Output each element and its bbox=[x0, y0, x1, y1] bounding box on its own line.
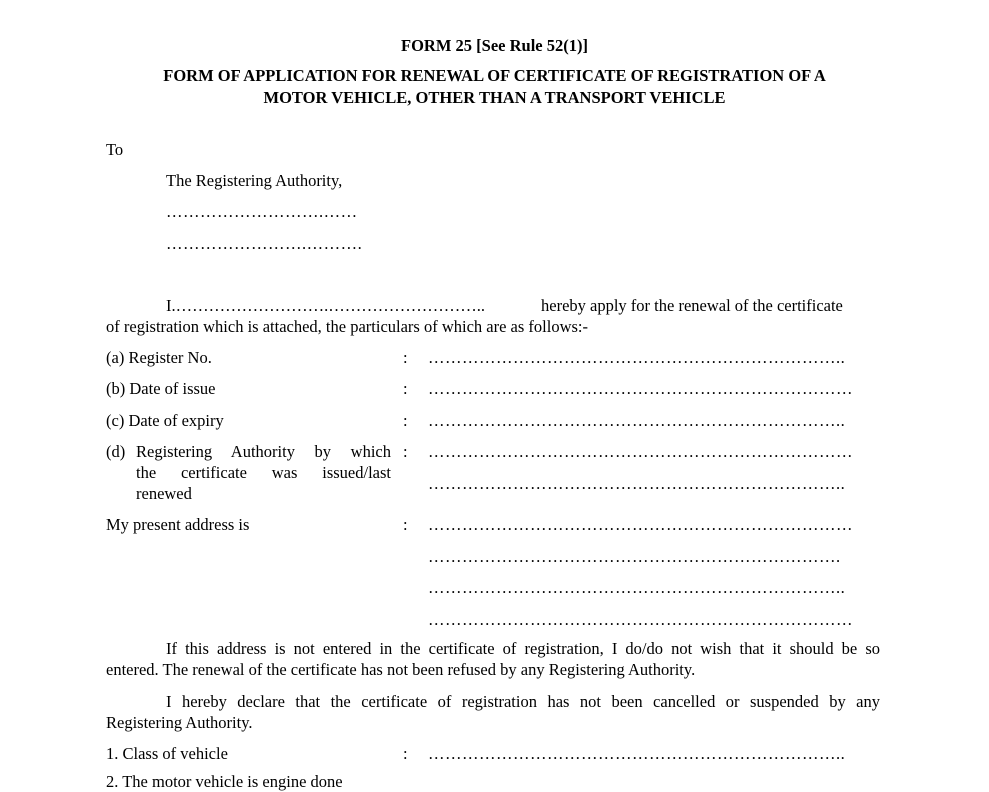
item-d-colon: : bbox=[403, 442, 408, 461]
item-d-dots-2: ……………………………………………………………….. bbox=[428, 474, 846, 493]
date-of-issue-dots: ………………………………………………………………… bbox=[428, 379, 853, 398]
class-of-vehicle-label: 1. Class of vehicle bbox=[106, 744, 228, 763]
class-of-vehicle-dots: ……………………………………………………………….. bbox=[428, 744, 846, 763]
address-colon: : bbox=[403, 515, 408, 534]
date-of-expiry-colon: : bbox=[403, 411, 408, 430]
form-title: FORM 25 [See Rule 52(1)] bbox=[401, 36, 588, 55]
applicant-name-blank: I.……………………….……………………….. bbox=[166, 296, 485, 315]
authority-label: The Registering Authority, bbox=[166, 171, 343, 190]
para1-line1: If this address is not entered in the certificate of registration, I do/do not wish that it should be so bbox=[166, 639, 880, 658]
intro-line1-text: hereby apply for the renewal of the certificate bbox=[541, 296, 843, 315]
date-of-issue-colon: : bbox=[403, 379, 408, 398]
item-d-dots-1: ………………………………………………………………… bbox=[428, 442, 853, 461]
register-no-colon: : bbox=[403, 348, 408, 367]
address-dots-2: ………………………………………………………………. bbox=[428, 547, 841, 566]
item-d-prefix: (d) bbox=[106, 442, 126, 461]
register-no-label: (a) Register No. bbox=[106, 348, 212, 367]
item-d-line1: Registering Authority by which bbox=[136, 442, 391, 461]
item2-partial-text: 2. The motor vehicle is engine done bbox=[106, 772, 343, 791]
register-no-dots: ……………………………………………………………….. bbox=[428, 348, 846, 367]
address-dots-3: ……………………………………………………………….. bbox=[428, 578, 846, 597]
para1-line2: entered. The renewal of the certificate has not been refused by any Registering Authority. bbox=[106, 660, 696, 679]
authority-dots-line-2: …………………….………. bbox=[166, 234, 363, 253]
item-d-line3: renewed bbox=[136, 484, 192, 503]
address-label: My present address is bbox=[106, 515, 250, 534]
date-of-expiry-label: (c) Date of expiry bbox=[106, 411, 224, 430]
date-of-issue-label: (b) Date of issue bbox=[106, 379, 216, 398]
para2-line1: I hereby declare that the certificate of registration has not been cancelled or suspended by any bbox=[166, 692, 880, 711]
address-dots-1: ………………………………………………………………… bbox=[428, 515, 853, 534]
form-subtitle-line2: MOTOR VEHICLE, OTHER THAN A TRANSPORT VEHICLE bbox=[263, 88, 726, 107]
authority-dots-line-1: ……………………….…… bbox=[166, 202, 358, 221]
to-label: To bbox=[106, 140, 124, 159]
address-dots-4: ………………………………………………………………… bbox=[428, 610, 853, 629]
class-of-vehicle-colon: : bbox=[403, 744, 408, 763]
date-of-expiry-dots: ……………………………………………………………….. bbox=[428, 411, 846, 430]
intro-line2-text: of registration which is attached, the particulars of which are as follows:- bbox=[106, 317, 589, 336]
para2-line2: Registering Authority. bbox=[106, 713, 253, 732]
item-d-line2: the certificate was issued/last bbox=[136, 463, 391, 482]
form-subtitle-line1: FORM OF APPLICATION FOR RENEWAL OF CERTIFICATE OF REGISTRATION OF A bbox=[163, 66, 826, 85]
